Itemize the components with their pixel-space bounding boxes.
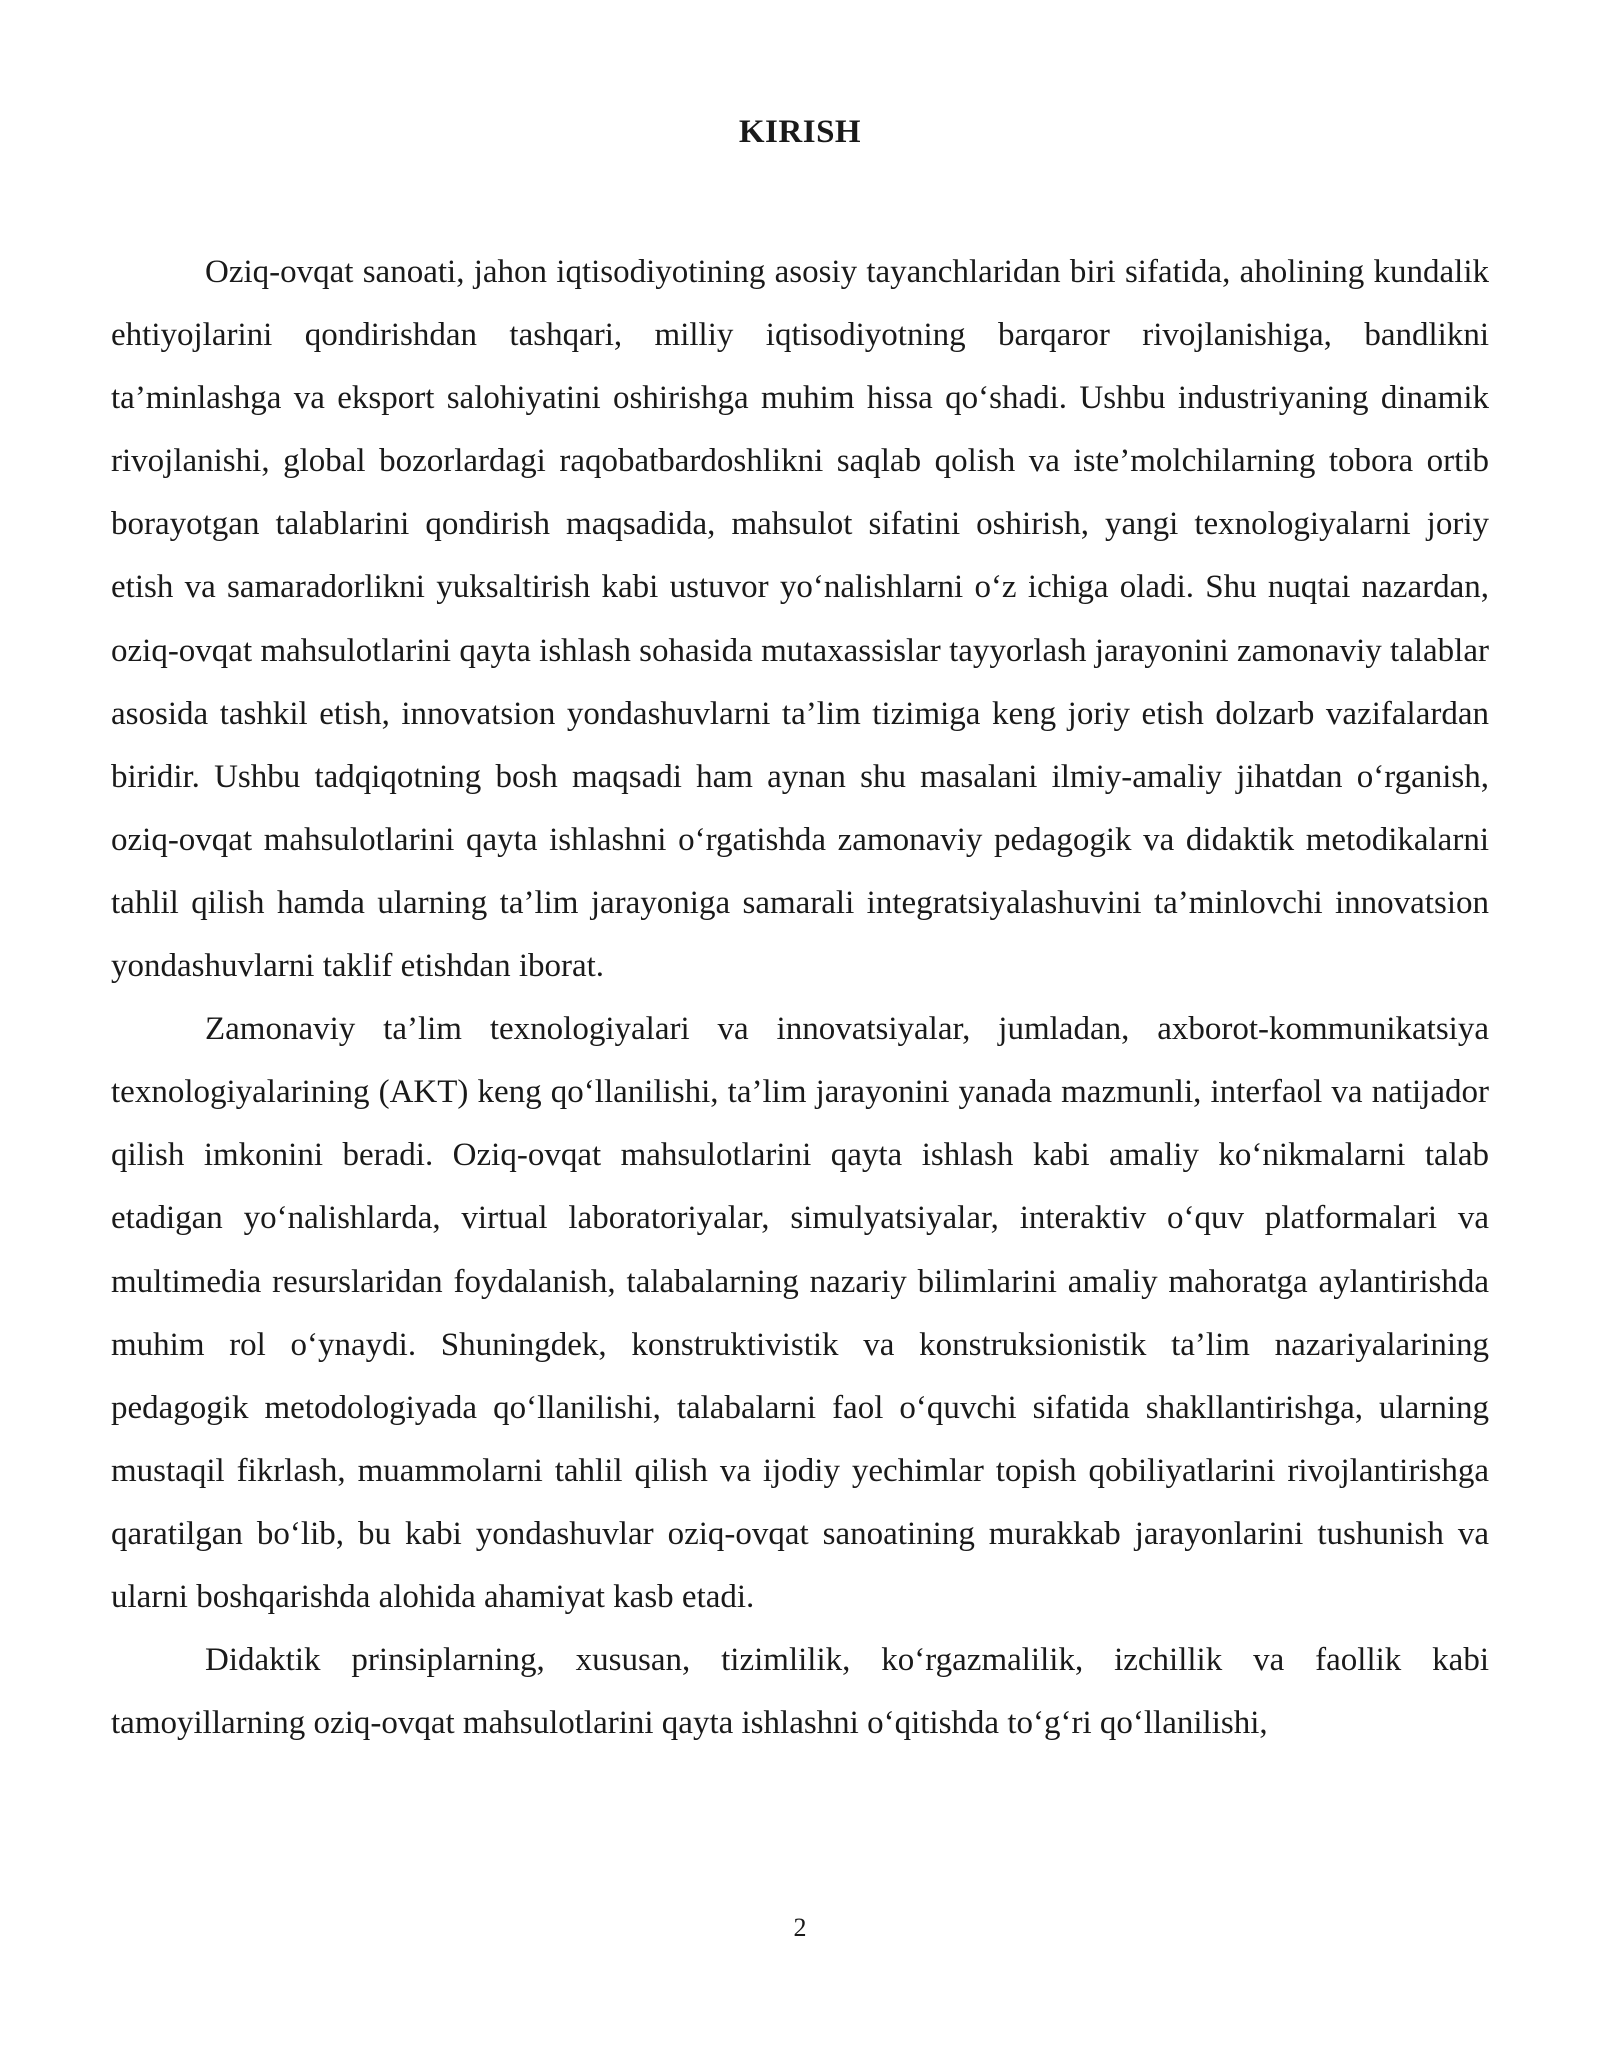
page-number: 2 (793, 1913, 807, 1942)
section-heading: KIRISH (738, 114, 862, 150)
body-text (111, 241, 1489, 1755)
paragraph-2: Zamonaviy ta’lim texnologiyalari va innovatsiyalar, jumladan, axborot-kommunikatsiya texnologiyalarining (AKT) keng qo‘llanilishi, ta’lim jarayonini yanada mazmunli, interfaol va natijador qilish imkonini beradi. Oziq-ovqat mahsulotlarini qayta ishlash kabi amaliy ko‘nikmalarni talab etadigan yo‘nalishlarda, virtual laboratoriyalar, simulyatsiyalar, interaktiv o‘quv platformalari va multimedia resurslaridan foydalanish, talabalarning nazariy bilimlarini amaliy mahoratga aylantirishda muhim rol o‘ynaydi. Shuningdek, konstruktivistik va konstruksionistik ta’lim nazariyalarining pedagogik metodologiyada qo‘llanilishi, talabalarni faol o‘quvchi sifatida shakllantirishga, ularning mustaqil fikrlash, muammolarni tahlil qilish va ijodiy yechimlar topish qobiliyatlarini rivojlantirishga qaratilgan bo‘lib, bu kabi yondashuvlar oziq-ovqat sanoatining murakkab jarayonlarini tushunish va ularni boshqarishda alohida ahamiyat kasb etadi. (111, 1011, 1489, 1615)
paragraph-1: Oziq-ovqat sanoati, jahon iqtisodiyotining asosiy tayanchlaridan biri sifatida, aholining kundalik ehtiyojlarini qondirishdan tashqari, milliy iqtisodiyotning barqaror rivojlanishiga, bandlikni ta’minlashga va eksport salohiyatini oshirishga muhim hissa qo‘shadi. Ushbu industriyaning dinamik rivojlanishi, global bozorlardagi raqobatbardoshlikni saqlab qolish va iste’molchilarning tobora ortib borayotgan talablarini qondirish maqsadida, mahsulot sifatini oshirish, yangi texnologiyalarni joriy etish va samaradorlikni yuksaltirish kabi ustuvor yo‘nalishlarni o‘z ichiga oladi. Shu nuqtai nazardan, oziq-ovqat mahsulotlarini qayta ishlash sohasida mutaxassislar tayyorlash jarayonini zamonaviy talablar asosida tashkil etish, innovatsion yondashuvlarni ta’lim tizimiga keng joriy etish dolzarb vazifalardan biridir. Ushbu tadqiqotning bosh maqsadi ham aynan shu masalani ilmiy-amaliy jihatdan o‘rganish, oziq-ovqat mahsulotlarini qayta ishlashni o‘rgatishda zamonaviy pedagogik va didaktik metodikalarni tahlil qilish hamda ularning ta’lim jarayoniga samarali integratsiyalashuvini ta’minlovchi innovatsion yondashuvlarni taklif etishdan iborat. (111, 254, 1489, 985)
paragraph-3: Didaktik prinsiplarning, xususan, tizimlilik, ko‘rgazmalilik, izchillik va faollik kabi tamoyillarning oziq-ovqat mahsulotlarini qayta ishlashni o‘qitishda to‘g‘ri qo‘llanilishi, (111, 1642, 1489, 1742)
